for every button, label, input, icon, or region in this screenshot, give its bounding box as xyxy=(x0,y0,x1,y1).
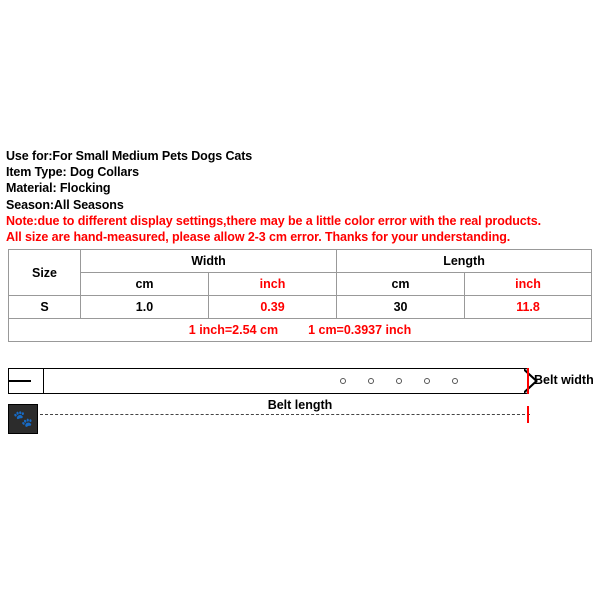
size-table xyxy=(8,249,592,342)
brand-tag xyxy=(8,404,38,434)
cell-width-cm: 1.0 xyxy=(81,296,209,319)
header-width-cm: cm xyxy=(81,273,209,296)
belt-length-line xyxy=(40,414,530,415)
header-length-inch: inch xyxy=(465,273,592,296)
belt-width-label: Belt width xyxy=(534,373,594,387)
info-line-color-note: Note:due to different display settings,there may be a little color error with the real products. xyxy=(6,213,541,228)
cell-width-inch: 0.39 xyxy=(209,296,337,319)
collar-diagram xyxy=(0,352,600,462)
strap-hole-icon xyxy=(424,378,430,384)
strap-hole-icon xyxy=(396,378,402,384)
header-width-inch: inch xyxy=(209,273,337,296)
table-header-row-groups xyxy=(9,250,592,273)
paw-print-icon: 🐾 xyxy=(13,411,33,429)
belt-width-marker xyxy=(527,368,529,394)
product-info-block xyxy=(6,148,594,245)
cell-length-inch: 11.8 xyxy=(465,296,592,319)
table-row xyxy=(9,296,592,319)
info-line-season: Season:All Seasons xyxy=(6,197,124,212)
conversion-cell xyxy=(9,319,592,342)
strap-hole-icon xyxy=(368,378,374,384)
cell-length-cm: 30 xyxy=(337,296,465,319)
strap-hole-icon xyxy=(452,378,458,384)
info-line-item-type: Item Type: Dog Collars xyxy=(6,165,140,180)
conversion-cm-to-inch: 1 cm=0.3937 inch xyxy=(308,323,412,337)
collar-strap xyxy=(8,368,528,394)
info-line-material: Material: Flocking xyxy=(6,181,111,196)
conversion-inch-to-cm: 1 inch=2.54 cm xyxy=(188,323,279,337)
belt-length-label: Belt length xyxy=(267,398,333,412)
buckle-prong-icon xyxy=(8,380,31,382)
info-line-measure-note: All size are hand-measured, please allow 2-3 cm error. Thanks for your understanding. xyxy=(6,230,511,245)
table-header-row-units xyxy=(9,273,592,296)
header-length-cm: cm xyxy=(337,273,465,296)
header-width: Width xyxy=(81,250,337,273)
table-conversion-row xyxy=(9,319,592,342)
info-line-use-for: Use for:For Small Medium Pets Dogs Cats xyxy=(6,149,253,163)
cell-size: S xyxy=(9,296,81,319)
header-size: Size xyxy=(9,250,81,296)
strap-hole-icon xyxy=(340,378,346,384)
header-length: Length xyxy=(337,250,592,273)
belt-length-end-marker xyxy=(527,406,529,423)
